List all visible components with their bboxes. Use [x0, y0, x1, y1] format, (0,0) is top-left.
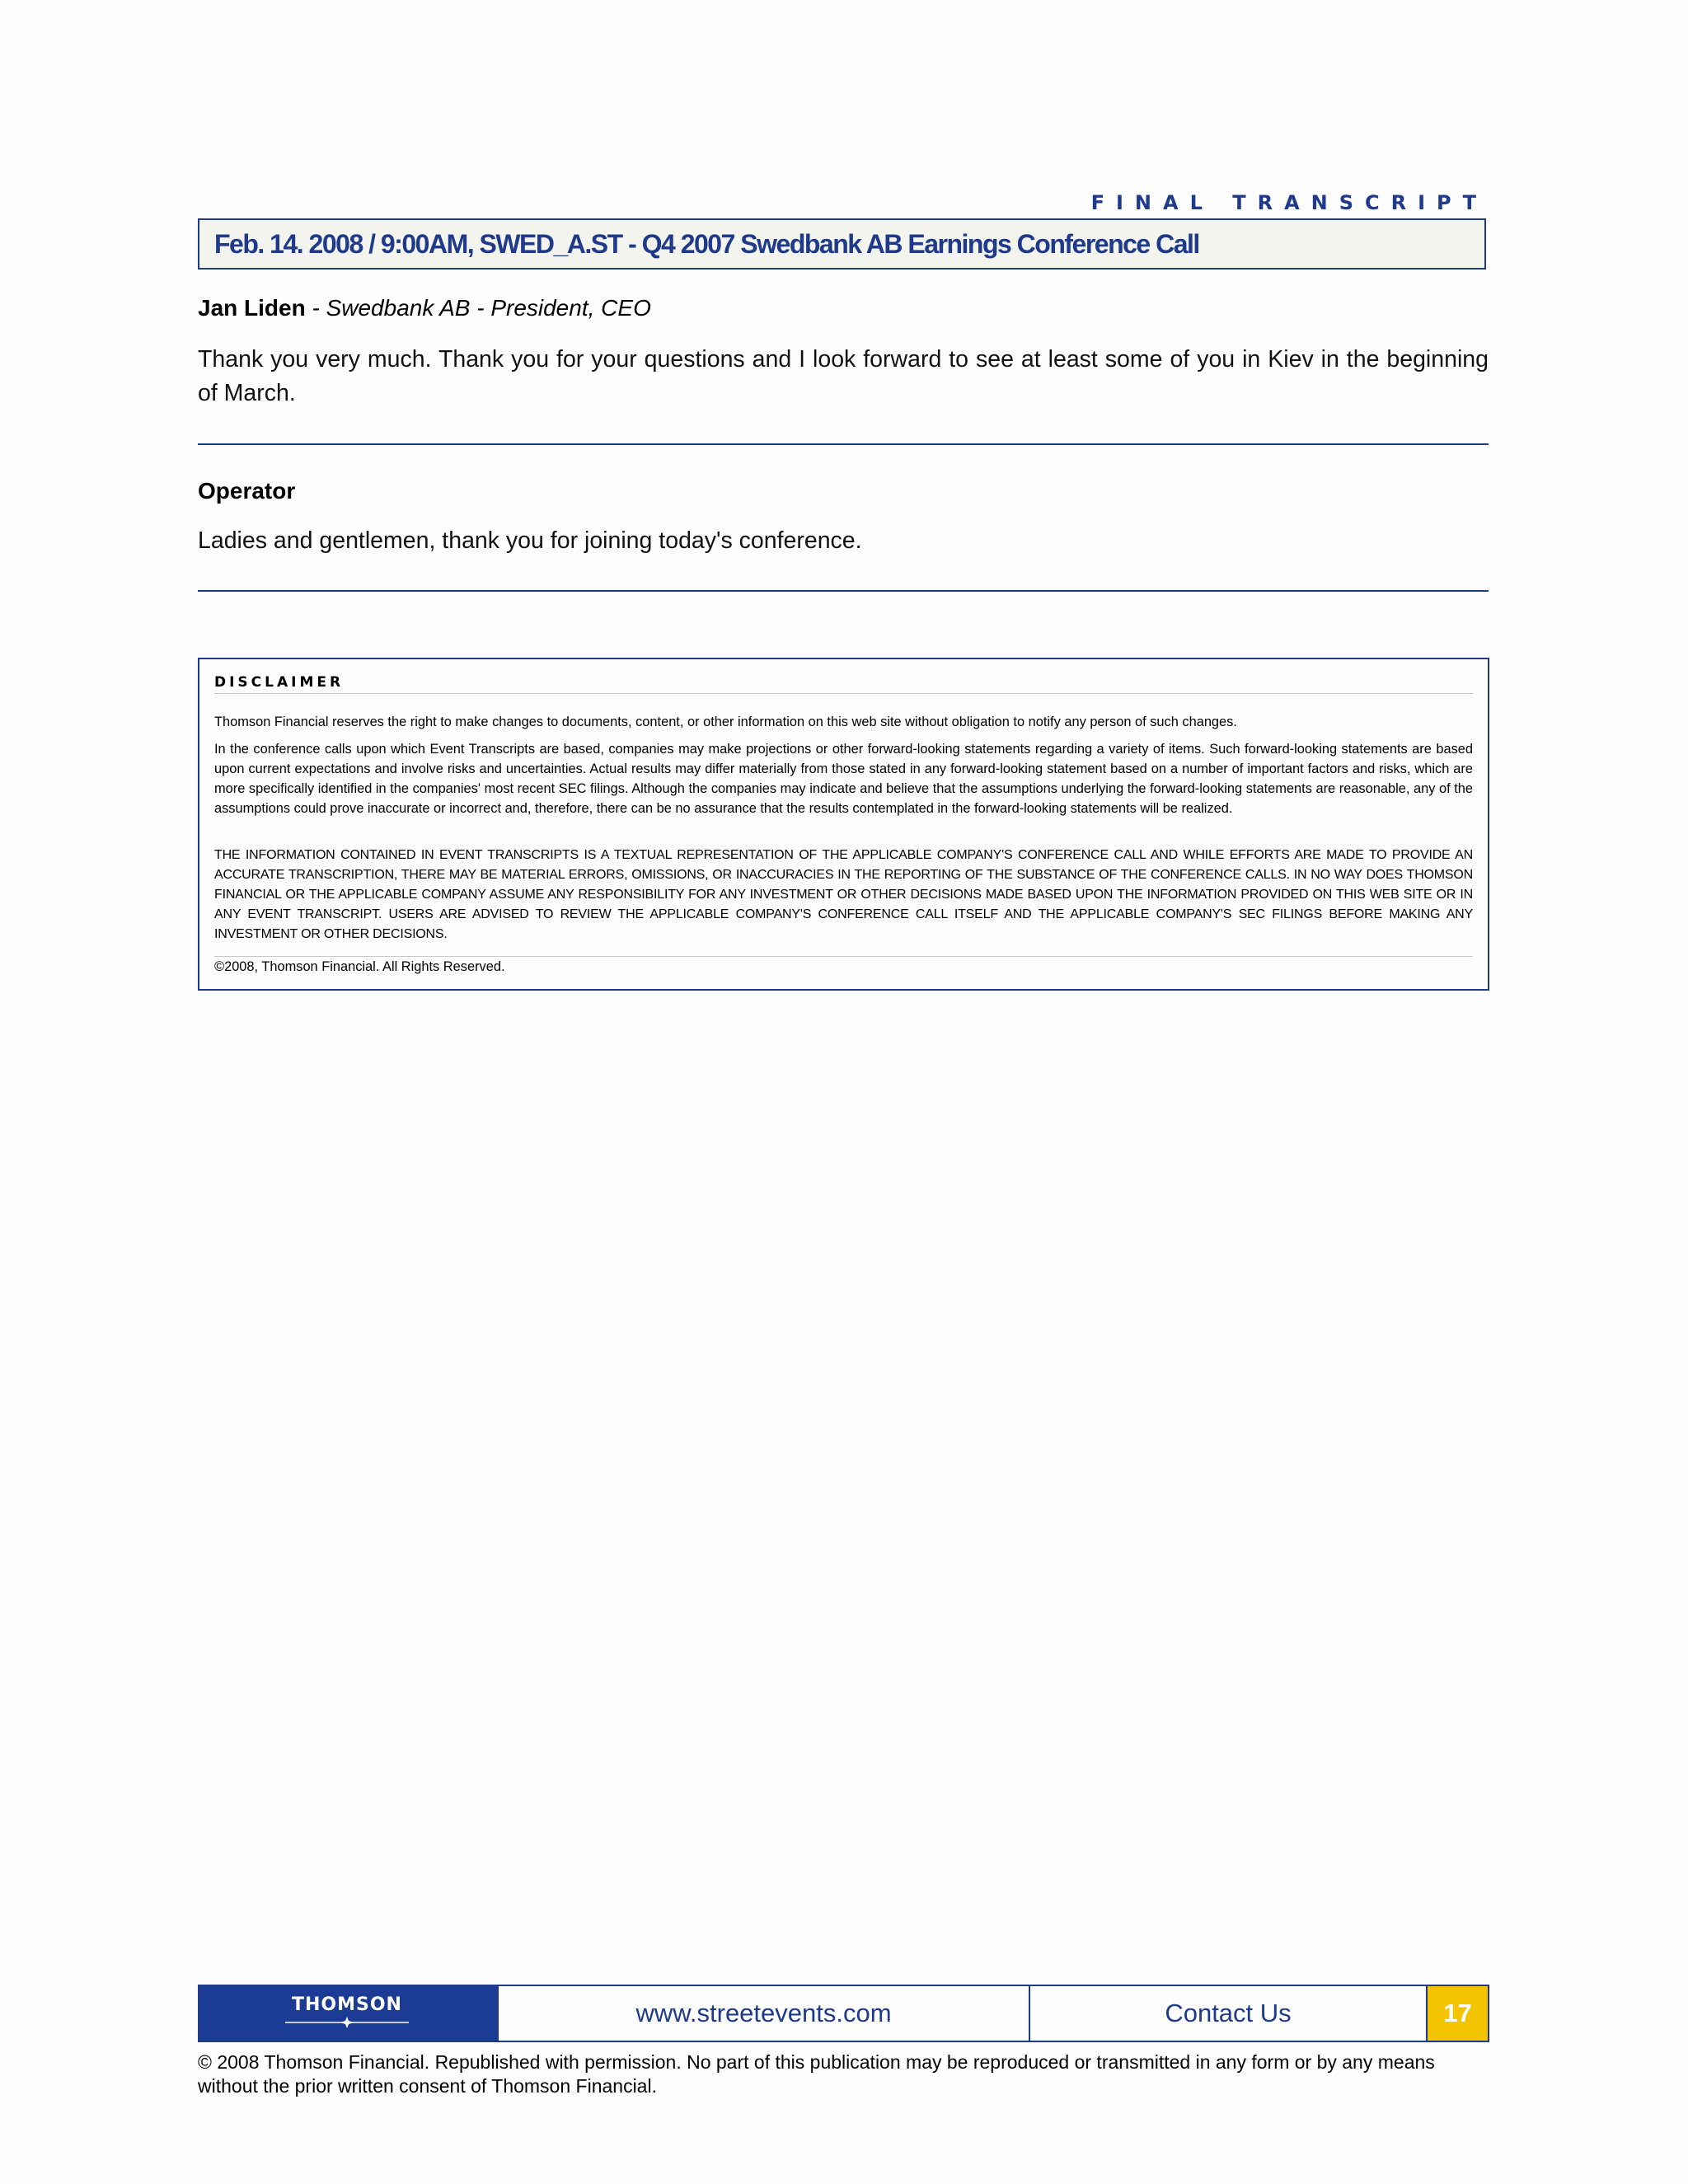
disclaimer-paragraph: Thomson Financial reserves the right to make changes to documents, content, or other information on this web site without obligation to notify any person of such changes.: [214, 715, 1237, 729]
logo-text: THOMSON: [292, 1994, 402, 2015]
disclaimer-copyright: ©2008, Thomson Financial. All Rights Reserved.: [214, 959, 505, 974]
footer-bar: [198, 1985, 1489, 2042]
final-transcript-label: FINAL TRANSCRIPT: [1090, 191, 1488, 214]
speaker-line: [198, 478, 295, 504]
speaker-affiliation: - Swedbank AB - President, CEO: [305, 295, 651, 321]
transcript-text: Ladies and gentlemen, thank you for joining today's conference.: [198, 527, 862, 554]
speaker-line: [198, 295, 651, 321]
website-link[interactable]: www.streetevents.com: [499, 1986, 1030, 2041]
star-icon: [285, 2017, 409, 2028]
event-title-box: [198, 218, 1486, 269]
thomson-logo: [199, 1986, 499, 2041]
section-divider: [198, 443, 1489, 445]
contact-us-link[interactable]: Contact Us: [1030, 1986, 1428, 2041]
disclaimer-paragraph: THE INFORMATION CONTAINED IN EVENT TRANSCRIPTS IS A TEXTUAL REPRESENTATION OF THE APPLICABLE COMPANY'S CONFERENCE CALL AND WHILE EFFORTS ARE MADE TO PROVIDE AN ACCURATE TRANSCRIPTION, THERE MAY BE MATERIAL ERRORS, OMISSIONS, OR INACCURACIES IN THE REPORTING OF THE SUBSTANCE OF THE CONFERENCE CALLS. IN NO WAY DOES THOMSON FINANCIAL OR THE APPLICABLE COMPANY ASSUME ANY RESPONSIBILITY FOR ANY INVESTMENT OR OTHER DECISIONS MADE BASED UPON THE INFORMATION PROVIDED ON THIS WEB SITE OR IN ANY EVENT TRANSCRIPT. USERS ARE ADVISED TO REVIEW THE APPLICABLE COMPANY'S CONFERENCE CALL ITSELF AND THE APPLICABLE COMPANY'S SEC FILINGS BEFORE MAKING ANY INVESTMENT OR OTHER DECISIONS.: [214, 848, 1473, 941]
speaker-name: Operator: [198, 478, 296, 504]
footer-copyright: © 2008 Thomson Financial. Republished with permission. No part of this publication may be reproduced or transmitted in any form or by any means without the prior written consent of Thomson Financial.: [198, 2051, 1435, 2097]
section-divider: [198, 590, 1489, 592]
event-title: Feb. 14. 2008 / 9:00AM, SWED_A.ST - Q4 2007 Swedbank AB Earnings Conference Call: [214, 229, 1199, 259]
transcript-text: Thank you very much. Thank you for your questions and I look forward to see at least some of you in Kiev in the beginning of March.: [198, 346, 1489, 406]
speaker-name: Jan Liden: [198, 295, 306, 321]
page-number: 17: [1428, 1986, 1488, 2041]
disclaimer-heading: DISCLAIMER: [214, 674, 1473, 694]
disclaimer-paragraph: In the conference calls upon which Event Transcripts are based, companies may make projections or other forward-looking statements regarding a variety of items. Such forward-looking statements are based upon current expectations and involve risks and uncertainties. Actual results may differ materially from those stated in any forward-looking statement based on a number of important factors and risks, which are more specifically identified in the companies' most recent SEC filings. Although the companies may indicate and believe that the assumptions underlying the forward-looking statements are reasonable, any of the assumptions could prove inaccurate or incorrect and, therefore, there can be no assurance that the results contemplated in the forward-looking statements will be realized.: [214, 742, 1473, 816]
disclaimer-box: [198, 658, 1489, 991]
